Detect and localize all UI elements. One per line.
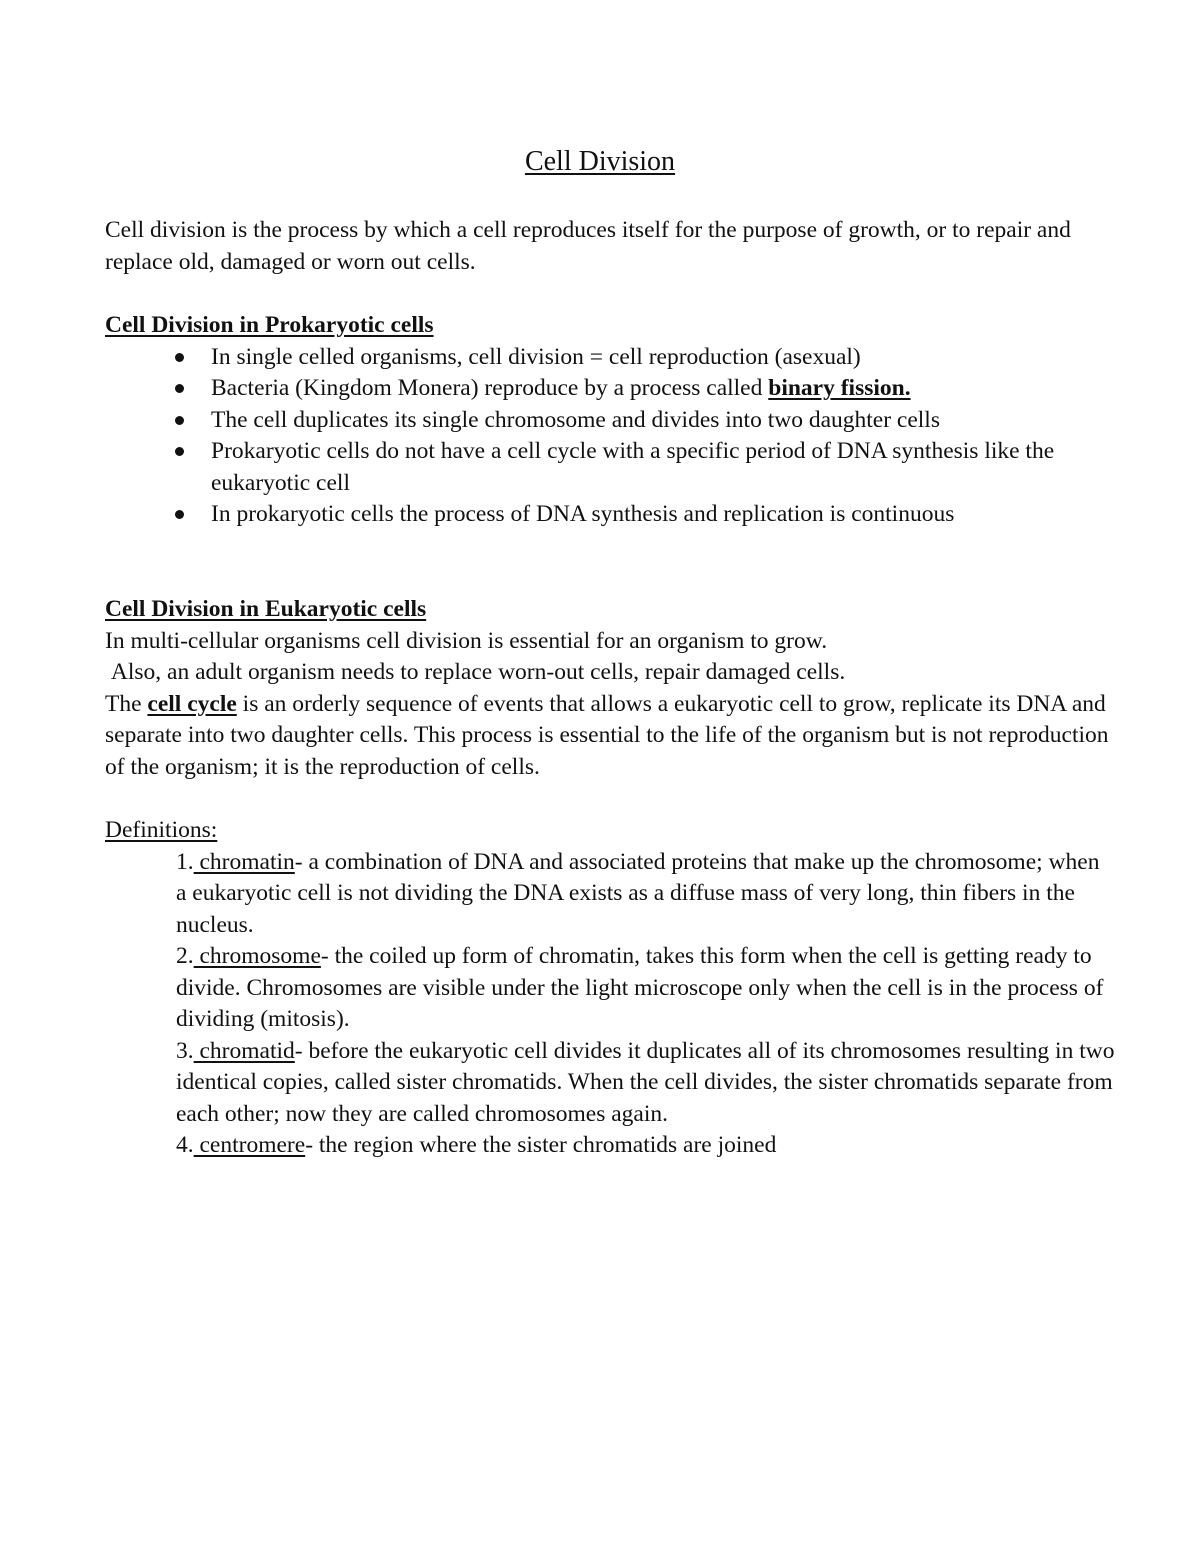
eukaryotic-heading: Cell Division in Eukaryotic cells [105, 596, 427, 622]
list-item-text: Prokaryotic cells do not have a cell cycle with a specific period of DNA synthesis like the eukaryotic cell [211, 438, 1055, 496]
prokaryotic-section [105, 310, 1115, 531]
eukaryotic-line-2: Also, an adult organism needs to replace worn-out cells, repair damaged cells. [105, 659, 846, 685]
list-item [105, 1036, 1115, 1131]
list-item-text: Bacteria (Kingdom Monera) reproduce by a process called [211, 375, 769, 401]
prokaryotic-heading: Cell Division in Prokaryotic cells [105, 312, 434, 338]
binary-fission-term: binary fission. [768, 375, 911, 401]
list-item-text: In single celled organisms, cell division = cell reproduction (asexual) [211, 343, 861, 370]
definitions-list [105, 847, 1115, 1162]
intro-text: Cell division is the process by which a cell reproduces itself for the purpose of growth, or to repair and replace old, damaged or worn out cells. [105, 217, 1071, 275]
definition-text: - the region where the sister chromatids are joined [305, 1132, 777, 1158]
definition-term: centromere [193, 1132, 306, 1158]
definition-text: - before the eukaryotic cell divides it duplicates all of its chromosomes resulting in two identical copies, called sister chromatids. When the cell divides, the sister chromatids separate from each other; now they are called chromosomes again. [176, 1037, 1115, 1127]
cell-cycle-paragraph [105, 689, 1115, 784]
list-item [105, 405, 1115, 437]
definition-term: chromatin [193, 848, 295, 875]
list-item [105, 436, 1115, 499]
list-item-text: In prokaryotic cells the process of DNA synthesis and replication is continuous [211, 501, 955, 527]
definitions-heading: Definitions: [105, 817, 218, 843]
definition-text: - a combination of DNA and associated proteins that make up the chromosome; when a eukaryotic cell is not dividing the DNA exists as a diffuse mass of very long, thin fibers in the nucleus. [176, 848, 1100, 938]
eukaryotic-section [105, 594, 1115, 783]
eukaryotic-line-1: In multi-cellular organisms cell division is essential for an organism to grow. [105, 627, 828, 654]
bullet-icon [175, 510, 184, 519]
bullet-icon [175, 447, 184, 456]
list-item-text: The cell duplicates its single chromosome and divides into two daughter cells [211, 406, 940, 433]
list-item [105, 499, 1115, 531]
definition-number: 2. [176, 943, 194, 969]
bullet-icon [175, 416, 184, 425]
bullet-icon [175, 384, 184, 393]
bullet-icon [175, 353, 184, 362]
document-title: Cell Division [524, 146, 676, 177]
prokaryotic-list [105, 342, 1115, 531]
definitions-section [105, 815, 1115, 1162]
definition-number: 1. [176, 848, 194, 875]
list-item [105, 847, 1115, 942]
list-item [105, 941, 1115, 1036]
cell-cycle-term: cell cycle [147, 690, 237, 717]
list-item [105, 1130, 1115, 1162]
definition-term: chromosome [193, 943, 321, 969]
definition-number: 4. [176, 1132, 194, 1158]
cell-cycle-prefix: The [105, 690, 148, 717]
list-item [105, 373, 1115, 405]
definition-number: 3. [176, 1037, 194, 1064]
intro-paragraph [105, 215, 1115, 278]
cell-cycle-text: is an orderly sequence of events that allows a eukaryotic cell to grow, replicate its DNA and separate into two daughter cells. This process is essential to the life of the organism but is not reproduction of the organism; it is the reproduction of cells. [105, 690, 1109, 780]
definition-text: - the coiled up form of chromatin, takes this form when the cell is getting ready to divide. Chromosomes are visible under the light microscope only when the cell is in the process of dividing (mitosis). [176, 943, 1104, 1032]
list-item [105, 342, 1115, 374]
definition-term: chromatid [193, 1037, 295, 1064]
